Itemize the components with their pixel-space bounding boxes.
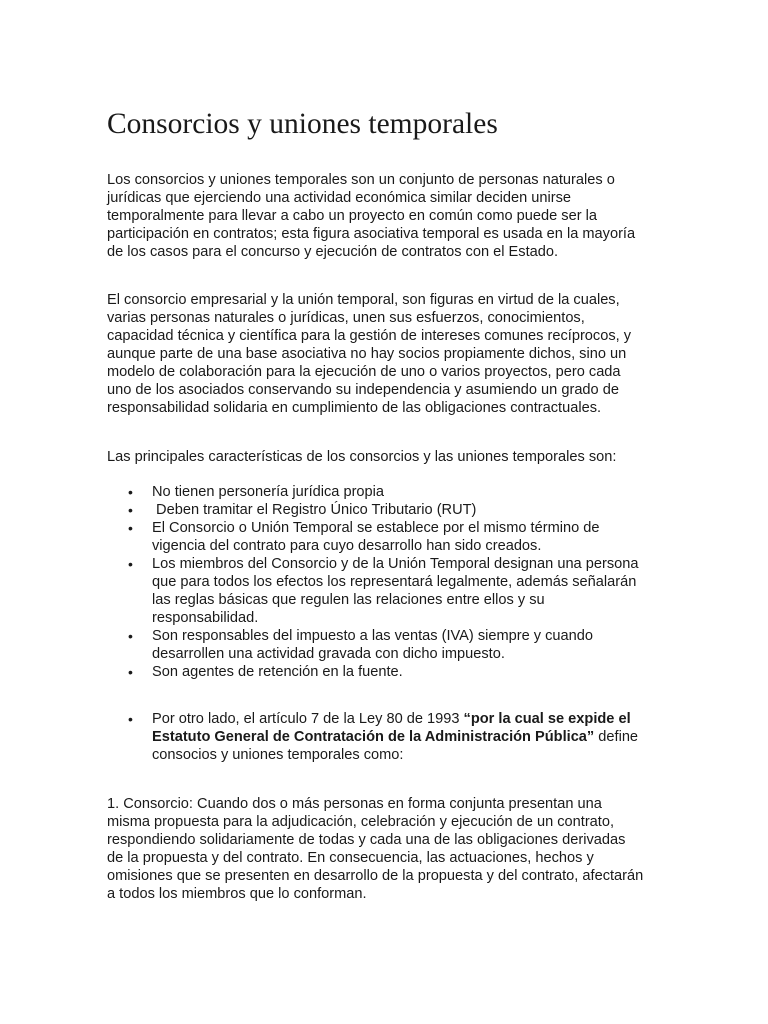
bullet-icon: • [128, 520, 133, 536]
text-line: aunque parte de una base asociativa no hay socios propiamente dichos, sino un [107, 346, 627, 362]
text-line: que para todos los efectos los representará legalmente, además señalarán [152, 574, 637, 590]
text-line: de la propuesta y del contrato. En consecuencia, las actuaciones, hechos y [107, 850, 594, 866]
text-line: No tienen personería jurídica propia [152, 484, 385, 500]
intro-paragraph [107, 171, 635, 261]
ley-quote-bold: Estatuto General de Contratación de la Administración Pública” [152, 729, 595, 745]
list-item [107, 627, 638, 663]
text-line: El Consorcio o Unión Temporal se establece por el mismo término de [152, 520, 600, 536]
text-line: vigencia del contrato para cuyo desarrollo han sido creados. [152, 538, 542, 554]
text-line: omisiones que se presenten en desarrollo de la propuesta y del contrato, afectarán [107, 868, 644, 884]
list-item [107, 663, 638, 681]
text-line [152, 728, 638, 746]
text-line: Son agentes de retención en la fuente. [152, 664, 403, 680]
list-item [107, 501, 638, 519]
text-line: de los casos para el concurso y ejecución de contratos con el Estado. [107, 244, 559, 260]
consorcio-definition-paragraph [107, 795, 643, 903]
text-line: respondiendo solidariamente de todas y cada una de las obligaciones derivadas [107, 832, 626, 848]
text-line: capacidad técnica y científica para la gestión de intereses comunes recíprocos, y [107, 328, 632, 344]
text-line [152, 710, 638, 728]
bullet-icon: • [128, 484, 133, 500]
text-line: Los miembros del Consorcio y de la Unión Temporal designan una persona [152, 556, 639, 572]
text-line: jurídicas que ejerciendo una actividad económica similar deciden unirse [107, 190, 572, 206]
text-line: El consorcio empresarial y la unión temporal, son figuras en virtud de la cuales, [107, 292, 620, 308]
ley-intro-text: Por otro lado, el artículo 7 de la Ley 80 de 1993 [152, 711, 464, 727]
bullet-icon: • [128, 502, 133, 518]
text-line: Los consorcios y uniones temporales son un conjunto de personas naturales o [107, 172, 615, 188]
ley-define-text: define [594, 729, 639, 745]
text-line: misma propuesta para la adjudicación, celebración y ejecución de un contrato, [107, 814, 615, 830]
text-line: Deben tramitar el Registro Único Tributario (RUT) [152, 502, 477, 518]
text-line: uno de los asociados conservando su independencia y asumiendo un grado de [107, 382, 619, 398]
text-line: varias personas naturales o jurídicas, unen sus esfuerzos, conocimientos, [107, 310, 585, 326]
text-line: temporalmente para llevar a cabo un proyecto en común como puede ser la [107, 208, 597, 224]
bullet-icon: • [128, 664, 133, 680]
list-item [107, 519, 638, 555]
list-item [107, 710, 638, 764]
ley-80-list [107, 710, 638, 764]
bullet-icon: • [128, 628, 133, 644]
text-line: responsabilidad. [152, 610, 259, 626]
consorcio-empresarial-paragraph [107, 291, 631, 417]
text-line: modelo de colaboración para la ejecución de uno o varios proyectos, pero cada [107, 364, 621, 380]
text-line: Son responsables del impuesto a las ventas (IVA) siempre y cuando [152, 628, 594, 644]
text-line: las reglas básicas que regulen las relaciones entre ellos y su [152, 592, 545, 608]
text-line: a todos los miembros que lo conforman. [107, 886, 367, 902]
text-line: consocios y uniones temporales como: [152, 747, 404, 763]
characteristics-list [107, 483, 638, 681]
characteristics-lead: Las principales características de los consorcios y las uniones temporales son: [107, 449, 617, 465]
text-line: 1. Consorcio: Cuando dos o más personas en forma conjunta presentan una [107, 796, 602, 812]
list-item [107, 483, 638, 501]
ley-quote-bold: “por la cual se expide el [463, 711, 631, 727]
text-line: desarrollen una actividad gravada con dicho impuesto. [152, 646, 505, 662]
list-item [107, 555, 638, 627]
page-title: Consorcios y uniones temporales [107, 108, 498, 140]
text-line: participación en contratos; esta figura asociativa temporal es usada en la mayoría [107, 226, 636, 242]
bullet-icon: • [128, 556, 133, 572]
text-line: responsabilidad solidaria en cumplimiento de las obligaciones contractuales. [107, 400, 602, 416]
bullet-icon: • [128, 711, 133, 727]
